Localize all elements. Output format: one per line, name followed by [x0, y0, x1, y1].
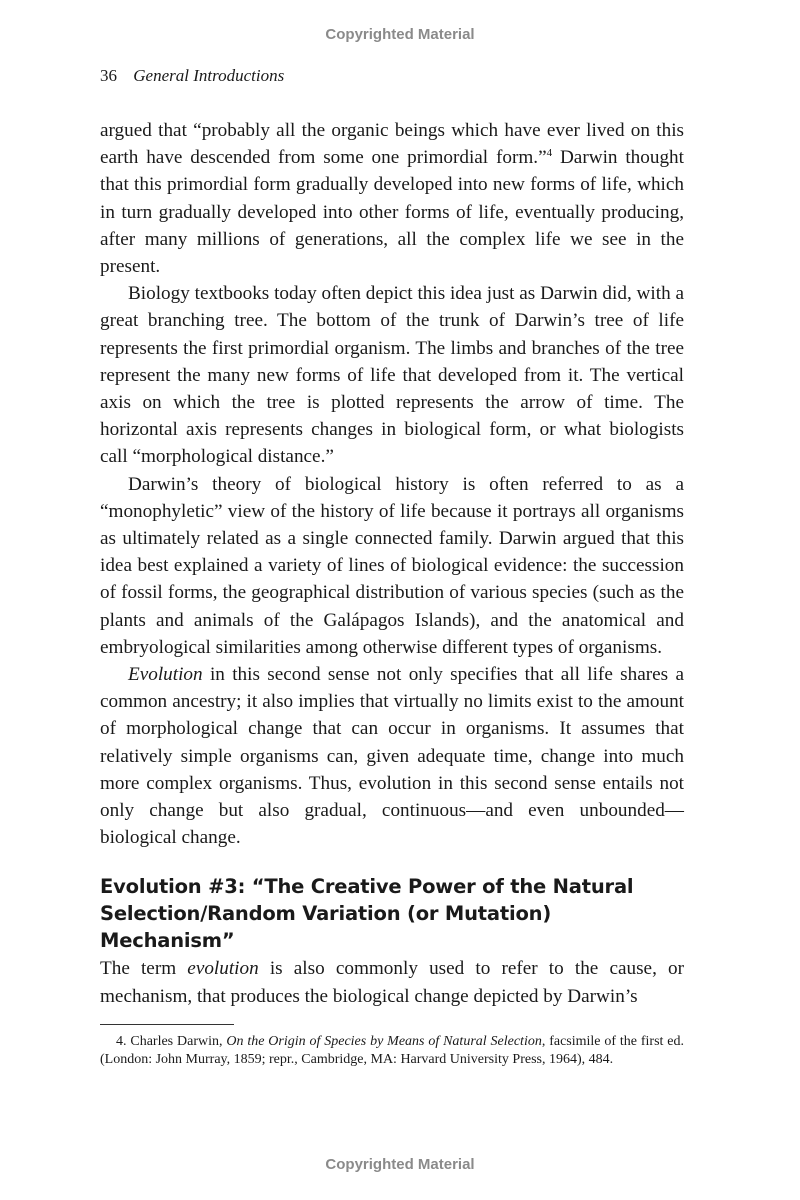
paragraph-2: Biology textbooks today often depict this idea just as Darwin did, with a great branching tree. The bottom of the trunk of Darwin’s tree of life represents the first primordial organism. The limbs and branches of the tree represent the many new forms of life that developed from it. The vertical axis on which the tree is plotted represents the arrow of time. The horizontal axis represents changes in biological form, or what biologists call “morphological distance.”: [100, 283, 684, 468]
paragraph-1: argued that “probably all the organic beings which have ever lived on this earth have descended from some one primordial form.”$^4$ Darwin thought that this primordial form gradually developed into new forms of life, which in turn gradually developed into other forms of life, eventually producing, after many millions of generations, all the complex life we see in the present.: [100, 120, 684, 278]
page-number: 36: [100, 66, 117, 85]
running-head-title: General Introductions: [133, 66, 285, 85]
running-head: [100, 66, 284, 86]
copyright-watermark-top: Copyrighted Material: [325, 26, 475, 43]
footnote-divider: [100, 1024, 234, 1025]
section-paragraph: The term evolution is also commonly used to refer to the cause, or mechanism, that produces the biological change depicted by Darwin’s: [100, 958, 684, 1007]
copyright-watermark-bottom: Copyrighted Material: [325, 1156, 475, 1173]
footnote-reference[interactable]: 4: [546, 147, 553, 160]
page-body: [100, 117, 684, 1069]
footnote-4: 4. Charles Darwin, On the Origin of Species by Means of Natural Selection, facsimile of the first ed. (London: John Murray, 1859; repr., Cambridge, MA: Harvard University Press, 1964), 484.: [100, 1033, 684, 1067]
paragraph-4: Evolution in this second sense not only specifies that all life shares a common ancestry; it also implies that virtually no limits exist to the amount of morphological change that can occur in organisms. It assumes that relatively simple organisms can, given adequate time, change into much more complex organisms. Thus, evolution in this second sense entails not only change but also gradual, continuous—and even unbounded—biological change.: [100, 664, 684, 849]
paragraph-3: Darwin’s theory of biological history is often referred to as a “monophyletic” view of the history of life because it portrays all organisms as ultimately related as a single connected family. Darwin argued that this idea best explained a variety of lines of biological evidence: the succession of fossil forms, the geographical distribution of various species (such as the plants and animals of the Galápagos Islands), and the anatomical and embryological similarities among otherwise different types of organisms.: [100, 473, 684, 658]
section-heading: Evolution #3: “The Creative Power of the Natural Selection/Random Variation (or Mutation) Mechanism”: [100, 875, 634, 953]
